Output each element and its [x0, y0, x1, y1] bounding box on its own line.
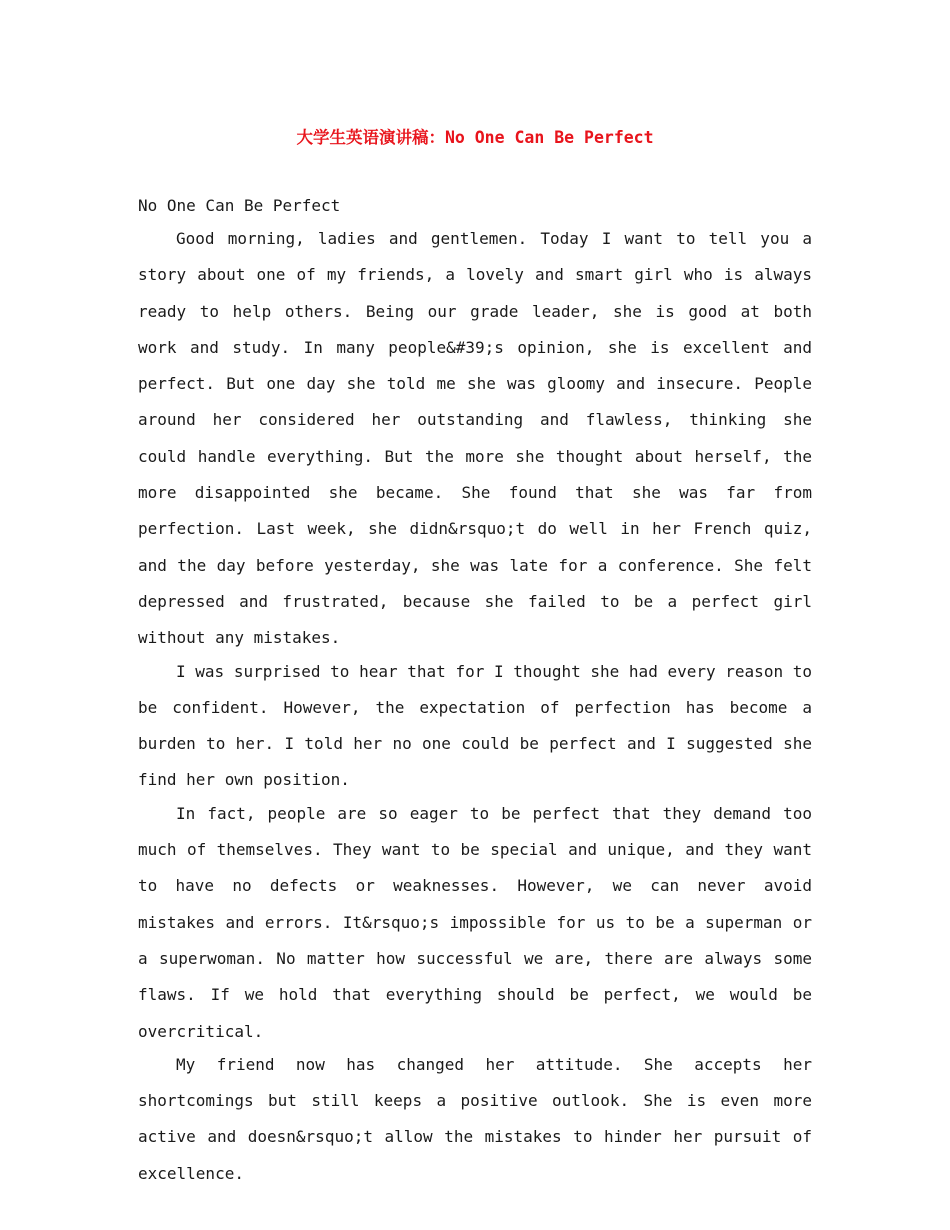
document-body — [138, 194, 812, 1192]
paragraph-1: Good morning, ladies and gentlemen. Today I want to tell you a story about one of my friends, a lovely and smart girl who is always ready to help others. Being our grade leader, she is good at both work and study. In many people&#39;s opinion, she is excellent and perfect. But one day she told me she was gloomy and insecure. People around her considered her outstanding and flawless, thinking she could handle everything. But the more she thought about herself, the more disappointed she became. She found that she was far from perfection. Last week, she didn&rsquo;t do well in her French quiz, and the day before yesterday, she was late for a conference. She felt depressed and frustrated, because she failed to be a perfect girl without any mistakes. — [138, 229, 812, 648]
speech-subtitle: No One Can Be Perfect — [138, 196, 341, 215]
paragraph-3: In fact, people are so eager to be perfect that they demand too much of themselves. They want to be special and unique, and they want to have no defects or weaknesses. However, we can never avoid mistakes and errors. It&rsquo;s impossible for us to be a superman or a superwoman. No matter how successful we are, there are always some flaws. If we hold that everything should be perfect, we would be overcritical. — [138, 803, 812, 1041]
paragraph-4: My friend now has changed her attitude. She accepts her shortcomings but still keeps a positive outlook. She is even more active and doesn&rsquo;t allow the mistakes to hinder her pursuit of excellence. — [138, 1054, 812, 1183]
paragraph-2: I was surprised to hear that for I thought she had every reason to be confident. However, the expectation of perfection has become a burden to her. I told her no one could be perfect and I suggested she find her own position. — [138, 661, 812, 790]
document-title: 大学生英语演讲稿：No One Can Be Perfect — [296, 128, 654, 147]
